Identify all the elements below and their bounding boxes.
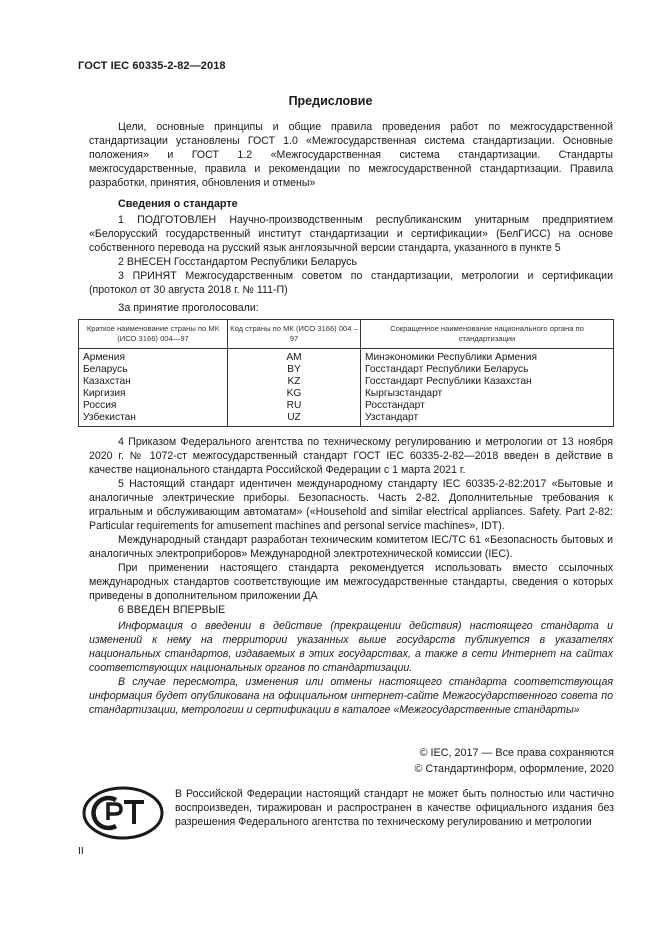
table-row: [79, 400, 614, 412]
cell-country: Киргизия: [79, 388, 228, 400]
table-row: [79, 349, 614, 365]
cell-body: Узстандарт: [361, 412, 614, 427]
cell-body: Госстандарт Республики Беларусь: [361, 364, 614, 376]
table-header-row: [79, 320, 614, 349]
section-subtitle: Сведения о стандарте: [118, 198, 238, 210]
cell-body: Росстандарт: [361, 400, 614, 412]
col-country-code: Код страны по МК (ИСО 3166) 004 – 97: [228, 320, 361, 349]
page-number: II: [78, 845, 84, 857]
cell-code: BY: [228, 364, 361, 376]
item-6: 6 ВВЕДЕН ВПЕРВЫЕ: [118, 604, 226, 616]
cell-body: Минэкономики Республики Армения: [361, 349, 614, 365]
item-3: 3 ПРИНЯТ Межгосударственным советом по стандартизации, метрологии и сертификации (протокол от 30 августа 2018 г. № 111-П): [89, 270, 613, 296]
info-block-1: [89, 213, 613, 315]
item-1: 1 ПОДГОТОВЛЕН Научно-производственным республиканским унитарным предприятием «Белорусский государственный институт стандартизации и сертификации» (БелГИСС) на основе собственного перевода на русский язык англоязычной версии стандарта, указанного в пункте 5: [89, 214, 613, 254]
info-block-2: [89, 435, 613, 617]
item-5: 5 Настоящий стандарт идентичен международному стандарту IEC 60335-2-82:2017 «Бытовые и аналогичные электрические приборы. Безопасность. Часть 2-82. Дополнительные требования к игральным и обслуживающим автоматам» («Household and similar electrical appliances. Safety. Part 2-82: Particular requirements for amusement machines and personal service machines», IDT).: [89, 478, 613, 532]
voting-table: [78, 319, 614, 427]
cell-country: Армения: [79, 349, 228, 365]
table-row: [79, 376, 614, 388]
intro-block: [89, 120, 613, 190]
doc-code-header: ГОСТ IEC 60335-2-82—2018: [78, 60, 226, 72]
col-country-name: Краткое наименование страны по МК (ИСО 3166) 004—97: [79, 320, 228, 349]
copyright-block: [414, 745, 614, 777]
cell-body: Кыргызстандарт: [361, 388, 614, 400]
cell-country: Узбекистан: [79, 412, 228, 427]
rst-logo-icon: [82, 786, 164, 840]
cell-country: Беларусь: [79, 364, 228, 376]
rf-copyright-notice: В Российской Федерации настоящий стандарт не может быть полностью или частично воспроизведен, тиражирован и распространен в качестве официального издания без разрешения Федерального агентства по техническому регулированию и метрологии: [175, 788, 614, 828]
page-title: Предисловие: [288, 94, 373, 108]
voted-label: За принятие проголосовали:: [118, 302, 259, 314]
copyright-standartinform: © Стандартинформ, оформление, 2020: [414, 763, 614, 775]
item-2: 2 ВНЕСЕН Госстандартом Республики Беларусь: [118, 256, 357, 268]
notice-revision: В случае пересмотра, изменения или отмены настоящего стандарта соответствующая информация будет опубликована на официальном интернет-сайте Межгосударственного совета по стандартизации, метрологии и сертификации в каталоге «Межгосударственные стандарты»: [89, 676, 613, 716]
notice-introduction: Информация о введении в действие (прекращении действия) настоящего стандарта и изменений к нему на территории указанных выше государств публикуется в указателях национальных стандартов, издаваемых в этих государствах, а также в сети Интернет на сайтах соответствующих национальных органов по стандартизации.: [89, 620, 613, 674]
cell-body: Госстандарт Республики Казахстан: [361, 376, 614, 388]
cell-country: Россия: [79, 400, 228, 412]
cell-country: Казахстан: [79, 376, 228, 388]
notice-block: [89, 619, 613, 717]
item-4: 4 Приказом Федерального агентства по техническому регулированию и метрологии от 13 ноября 2020 г. № 1072-ст межгосударственный стандарт ГОСТ IEC 60335-2-82—2018 введен в действие в качестве национального стандарта Российской Федерации с 1 марта 2021 г.: [89, 436, 613, 476]
cell-code: KZ: [228, 376, 361, 388]
cell-code: KG: [228, 388, 361, 400]
item-5b: Международный стандарт разработан техническим комитетом IEC/TC 61 «Безопасность бытовых и аналогичных электроприборов» Международной электротехнической комиссии (IEC).: [89, 534, 613, 560]
table-row: [79, 388, 614, 400]
intro-paragraph: Цели, основные принципы и общие правила проведения работ по межгосударственной стандартизации установлены ГОСТ 1.0 «Межгосударственная система стандартизации. Основные положения» и ГОСТ 1.2 «Межгосударственная система стандартизации. Стандарты межгосударственные, правила и рекомендации по межгосударственной стандартизации. Правила разработки, принятия, обновления и отмены»: [89, 121, 613, 189]
copyright-iec: © IEC, 2017 — Все права сохраняются: [419, 747, 614, 759]
item-5c: При применении настоящего стандарта рекомендуется использовать вместо ссылочных международных стандартов соответствующие им межгосударственные стандарты, сведения о которых приведены в дополнительном приложении ДА: [89, 562, 613, 602]
table-row: [79, 364, 614, 376]
col-standards-body: Сокращенное наименование национального органа по стандартизации: [361, 320, 614, 349]
cell-code: RU: [228, 400, 361, 412]
cell-code: AM: [228, 349, 361, 365]
cell-code: UZ: [228, 412, 361, 427]
table-row: [79, 412, 614, 427]
